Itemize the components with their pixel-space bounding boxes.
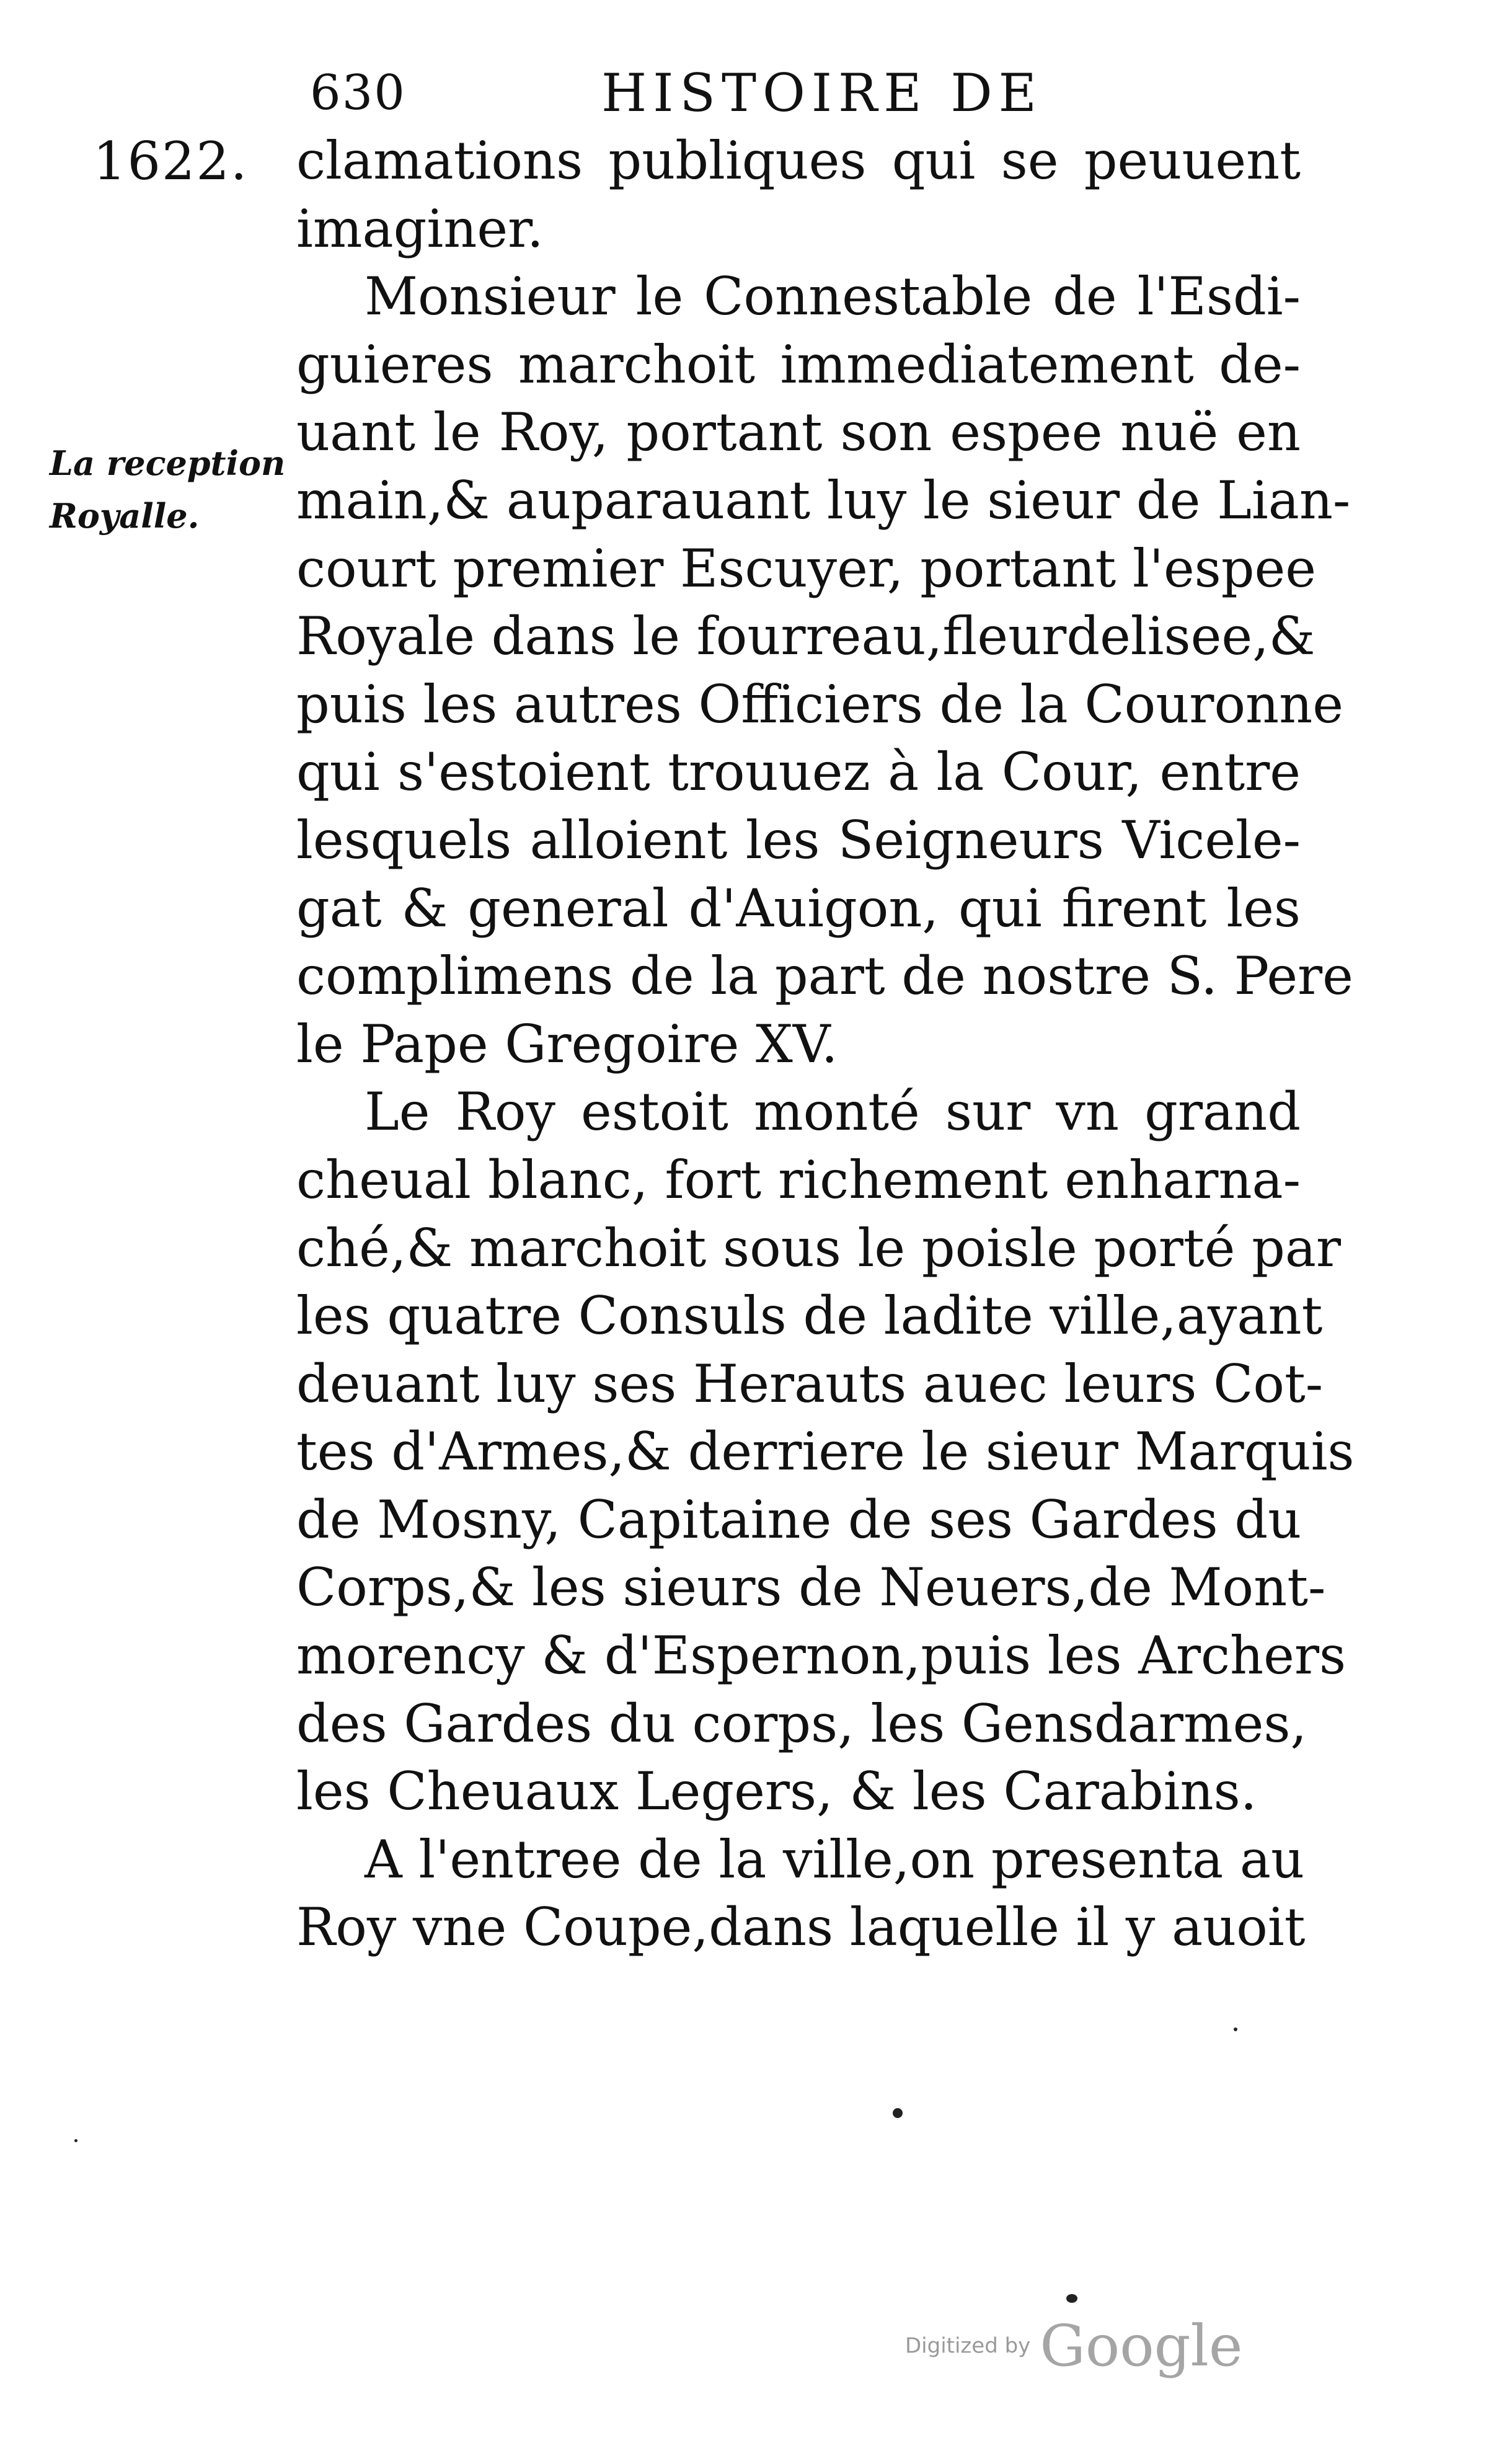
- ink-speck: [74, 2139, 77, 2142]
- google-wordmark: Google: [1040, 2313, 1243, 2379]
- text-line: deuant luy ses Herauts auec leurs Cot-: [296, 1353, 1324, 1414]
- text-line: clamations publiques qui se peuuent: [296, 130, 1301, 191]
- text-line: court premier Escuyer, portant l'espee: [296, 538, 1316, 599]
- text-line: Roy vne Coupe,dans laquelle il y auoit: [296, 1897, 1306, 1958]
- page-header: [304, 59, 1296, 127]
- text-line: Corps,& les sieurs de Neuers,de Mont-: [296, 1557, 1326, 1618]
- body-text: [296, 127, 1355, 1962]
- text-line: Monsieur le Connestable de l'Esdi-: [365, 266, 1301, 327]
- text-line: main,& auparauant luy le sieur de Lian-: [296, 469, 1351, 531]
- marginal-note-line: La reception: [50, 443, 286, 483]
- ink-speck: [1234, 2027, 1237, 2031]
- text-line: de Mosny, Capitaine de ses Gardes du: [296, 1489, 1302, 1550]
- text-line: complimens de la part de nostre S. Pere: [296, 946, 1353, 1007]
- text-line: lesquels alloient les Seigneurs Vicele-: [296, 809, 1301, 871]
- running-title: HISTOIRE DE: [601, 63, 1043, 123]
- digitized-by-label: Digitized by: [905, 2333, 1031, 2359]
- page-number: 630: [310, 65, 406, 121]
- margin-year: 1622.: [93, 131, 249, 192]
- text-line: puis les autres Officiers de la Couronne: [296, 673, 1343, 735]
- text-line: A l'entree de la ville,on presenta au: [365, 1828, 1305, 1890]
- text-line: le Pape Gregoire XV.: [296, 1013, 838, 1075]
- text-line: imaginer.: [296, 198, 544, 259]
- text-line: gat & general d'Auigon, qui firent les: [296, 877, 1301, 939]
- text-line: ché,& marchoit sous le poisle porté par: [296, 1217, 1342, 1279]
- ink-speck: [1066, 2294, 1077, 2303]
- text-line: les quatre Consuls de ladite ville,ayant: [296, 1285, 1323, 1347]
- text-line: les Cheuaux Legers, & les Carabins.: [296, 1761, 1257, 1822]
- ink-speck: [893, 2108, 903, 2118]
- text-line: qui s'estoient trouuez à la Cour, entre: [296, 742, 1301, 803]
- digitized-attribution: [905, 2313, 1242, 2387]
- text-line: guieres marchoit immediatement de-: [296, 334, 1301, 395]
- text-line: tes d'Armes,& derriere le sieur Marquis: [296, 1421, 1355, 1482]
- text-line: uant le Roy, portant son espee nuë en: [296, 402, 1301, 463]
- marginal-note-line: Royalle.: [50, 496, 200, 536]
- text-line: Royale dans le fourreau,fleurdelisee,&: [296, 606, 1315, 667]
- text-line: morency & d'Espernon,puis les Archers: [296, 1625, 1346, 1686]
- text-line: cheual blanc, fort richement enharna-: [296, 1149, 1301, 1210]
- text-line: Le Roy estoit monté sur vn grand: [365, 1081, 1301, 1143]
- text-line: des Gardes du corps, les Gensdarmes,: [296, 1693, 1307, 1754]
- marginal-note: [50, 437, 285, 543]
